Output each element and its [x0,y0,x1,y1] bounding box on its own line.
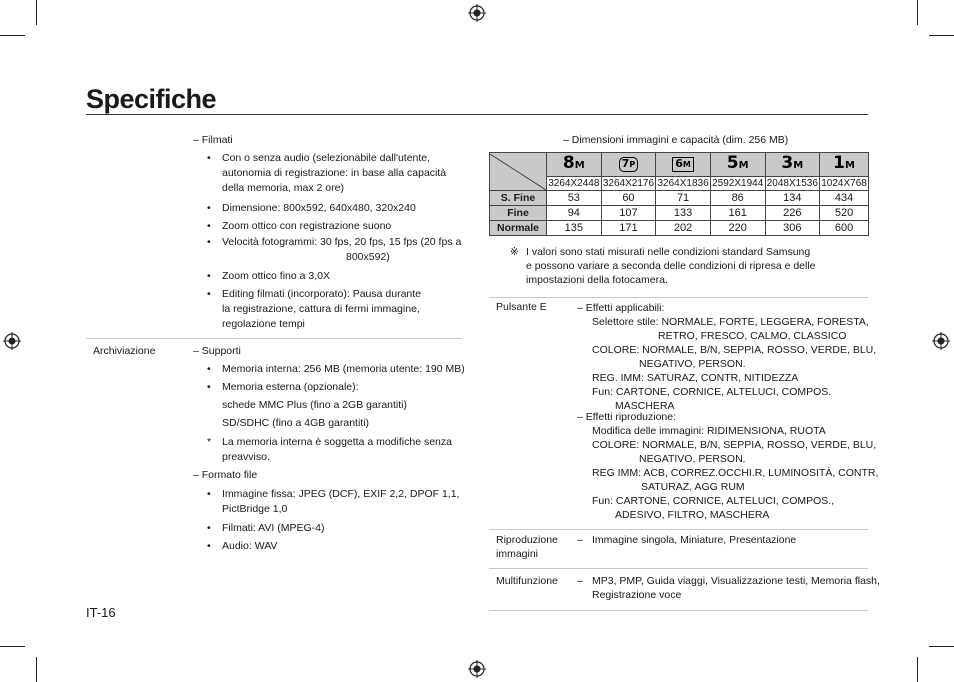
table-row [490,206,869,221]
list-item: • Con o senza audio (selezionabile dall'utente, autonomia di registrazione: in base alla capacità della memoria, max 2 ore) [222,151,446,196]
mmc-text: schede MMC Plus (fino a 2GB garantiti) [222,399,407,411]
section-divider [489,610,868,611]
table-cell: 600 [820,221,869,236]
table-cell: 71 [656,191,711,206]
row-label: S. Fine [490,191,547,206]
list-item: • Memoria interna: 256 MB (memoria utente: 190 MB) [222,362,465,377]
resolution-icon-7m: 7P [601,153,656,177]
diagonal-line-icon [490,154,546,190]
sd-text: SD/SDHC (fino a 4GB garantiti) [222,417,370,429]
table-corner [490,153,547,191]
crop-mark [0,35,25,36]
list-item: • Audio: WAV [222,539,277,554]
table-cell: 226 [765,206,820,221]
list-item: • Immagine fissa: JPEG (DCF), EXIF 2,2, DPOF 1,1, PictBridge 1,0 [222,487,459,517]
list-item: • Filmati: AVI (MPEG-4) [222,521,324,536]
capacity-table [489,152,869,236]
resolution-label: 3264X2448 [548,178,600,189]
resolution-label: 3264X1836 [657,178,709,189]
table-cell: 134 [765,191,820,206]
table-cell: 86 [710,191,765,206]
multifunzione-text: MP3, PMP, Guida viaggi, Visualizzazione testi, Memoria flash, Registrazione voce [592,575,880,601]
footnote-mark: ※ [510,246,519,258]
effetti-applicabili-heading: – Effetti applicabili: [577,302,665,314]
table-cell: 520 [820,206,869,221]
supporti-heading: – Supporti [193,345,241,357]
memory-note: La memoria interna è soggetta a modifiche senza preavviso. [222,436,452,463]
table-row [490,221,869,236]
list-item: • Zoom ottico con registrazione suono [222,219,391,234]
resolution-icon-1m: 1M [820,153,869,177]
riproduzione-dash: – [577,534,583,546]
note-mark: * [207,436,212,448]
effetti-riproduzione-list: Modifica delle immagini: RIDIMENSIONA, RUOTA COLORE: NORMALE, B/N, SEPPIA, ROSSO, VERDE, BLU, NEGATIVO, PERSON. REG IMM: ACB, CORREZ.OCCHI.R, LUMINOSITÀ, CONTR, SATURAZ, AGG RUM Fun: CARTONE, CORNICE, ALTELUCI, COMPOS., ADESIVO, FILTRO, MASCHERA [592,425,879,521]
table-cell: 107 [601,206,656,221]
pulsante-label: Pulsante E [496,301,547,313]
crop-mark [0,646,25,647]
table-cell: 306 [765,221,820,236]
multifunzione-dash: – [577,575,583,587]
table-cell: 133 [656,206,711,221]
page-title: Specifiche [86,84,217,114]
effetti-riproduzione-heading: – Effetti riproduzione: [577,411,677,423]
resolution-icon-8m: 8M [547,153,602,177]
footnote: I valori sono stati misurati nelle condizioni standard Samsung e possono variare a seconda delle condizioni di ripresa e delle impostazioni della fotocamera. [526,246,816,286]
section-divider [489,297,868,298]
crop-mark [36,0,37,25]
registration-mark-icon [932,332,950,350]
crop-mark [929,35,954,36]
table-cell: 161 [710,206,765,221]
multifunzione-label: Multifunzione [496,575,558,587]
archiviazione-label: Archiviazione [93,345,156,357]
row-label: Fine [490,206,547,221]
list-item: • Zoom ottico fino a 3,0X [222,269,330,284]
table-cell: 60 [601,191,656,206]
resolution-label: 3264X2176 [602,178,655,189]
section-divider [489,529,868,530]
table-cell: 220 [710,221,765,236]
section-divider [86,338,462,339]
section-divider [489,568,868,569]
table-cell: 53 [547,191,602,206]
resolution-label: 1024X768 [821,178,867,189]
resolution-label: 2592X1944 [712,178,764,189]
effetti-applicabili-list: Selettore stile: NORMALE, FORTE, LEGGERA, FORESTA, RETRO, FRESCO, CALMO, CLASSICO COLORE: NORMALE, B/N, SEPPIA, ROSSO, VERDE, BLU, NEGATIVO, PERSON. REG. IMM: SATURAZ, CONTR, NITIDEZZA Fun: CARTONE, CORNICE, ALTELUCI, COMPOS. MASCHERA [592,316,877,412]
registration-mark-icon [468,660,486,678]
table-cell: 135 [547,221,602,236]
table-cell: 202 [656,221,711,236]
riproduzione-text: Immagine singola, Miniature, Presentazione [592,534,797,546]
formato-heading: – Formato file [193,469,258,481]
resolution-icon-3m: 3M [765,153,820,177]
title-divider [86,114,868,115]
page-number: IT-16 [86,605,116,620]
crop-mark [917,0,918,25]
registration-mark-icon [468,4,486,22]
riproduzione-label: Riproduzione immagini [496,534,558,560]
list-item: • Dimensione: 800x592, 640x480, 320x240 [222,201,416,216]
crop-mark [929,646,954,647]
list-item: • Editing filmati (incorporato): Pausa durante la registrazione, cattura di fermi immagine, regolazione tempi [222,287,421,332]
registration-mark-icon [3,332,21,350]
crop-mark [917,657,918,682]
table-cell: 94 [547,206,602,221]
table-row [490,191,869,206]
table-caption: – Dimensioni immagini e capacità (dim. 256 MB) [563,134,789,146]
list-item: • Velocità fotogrammi: 30 fps, 20 fps, 15 fps (20 fps a 800x592) [222,235,461,265]
resolution-icon-5m: 5M [710,153,765,177]
crop-mark [36,657,37,682]
list-item: • Memoria esterna (opzionale): [222,380,359,395]
table-cell: 171 [601,221,656,236]
row-label: Normale [490,221,547,236]
table-cell: 434 [820,191,869,206]
filmati-heading: – Filmati [193,134,233,146]
resolution-icon-6m: 6M [656,153,711,177]
resolution-label: 2048X1536 [766,178,818,189]
